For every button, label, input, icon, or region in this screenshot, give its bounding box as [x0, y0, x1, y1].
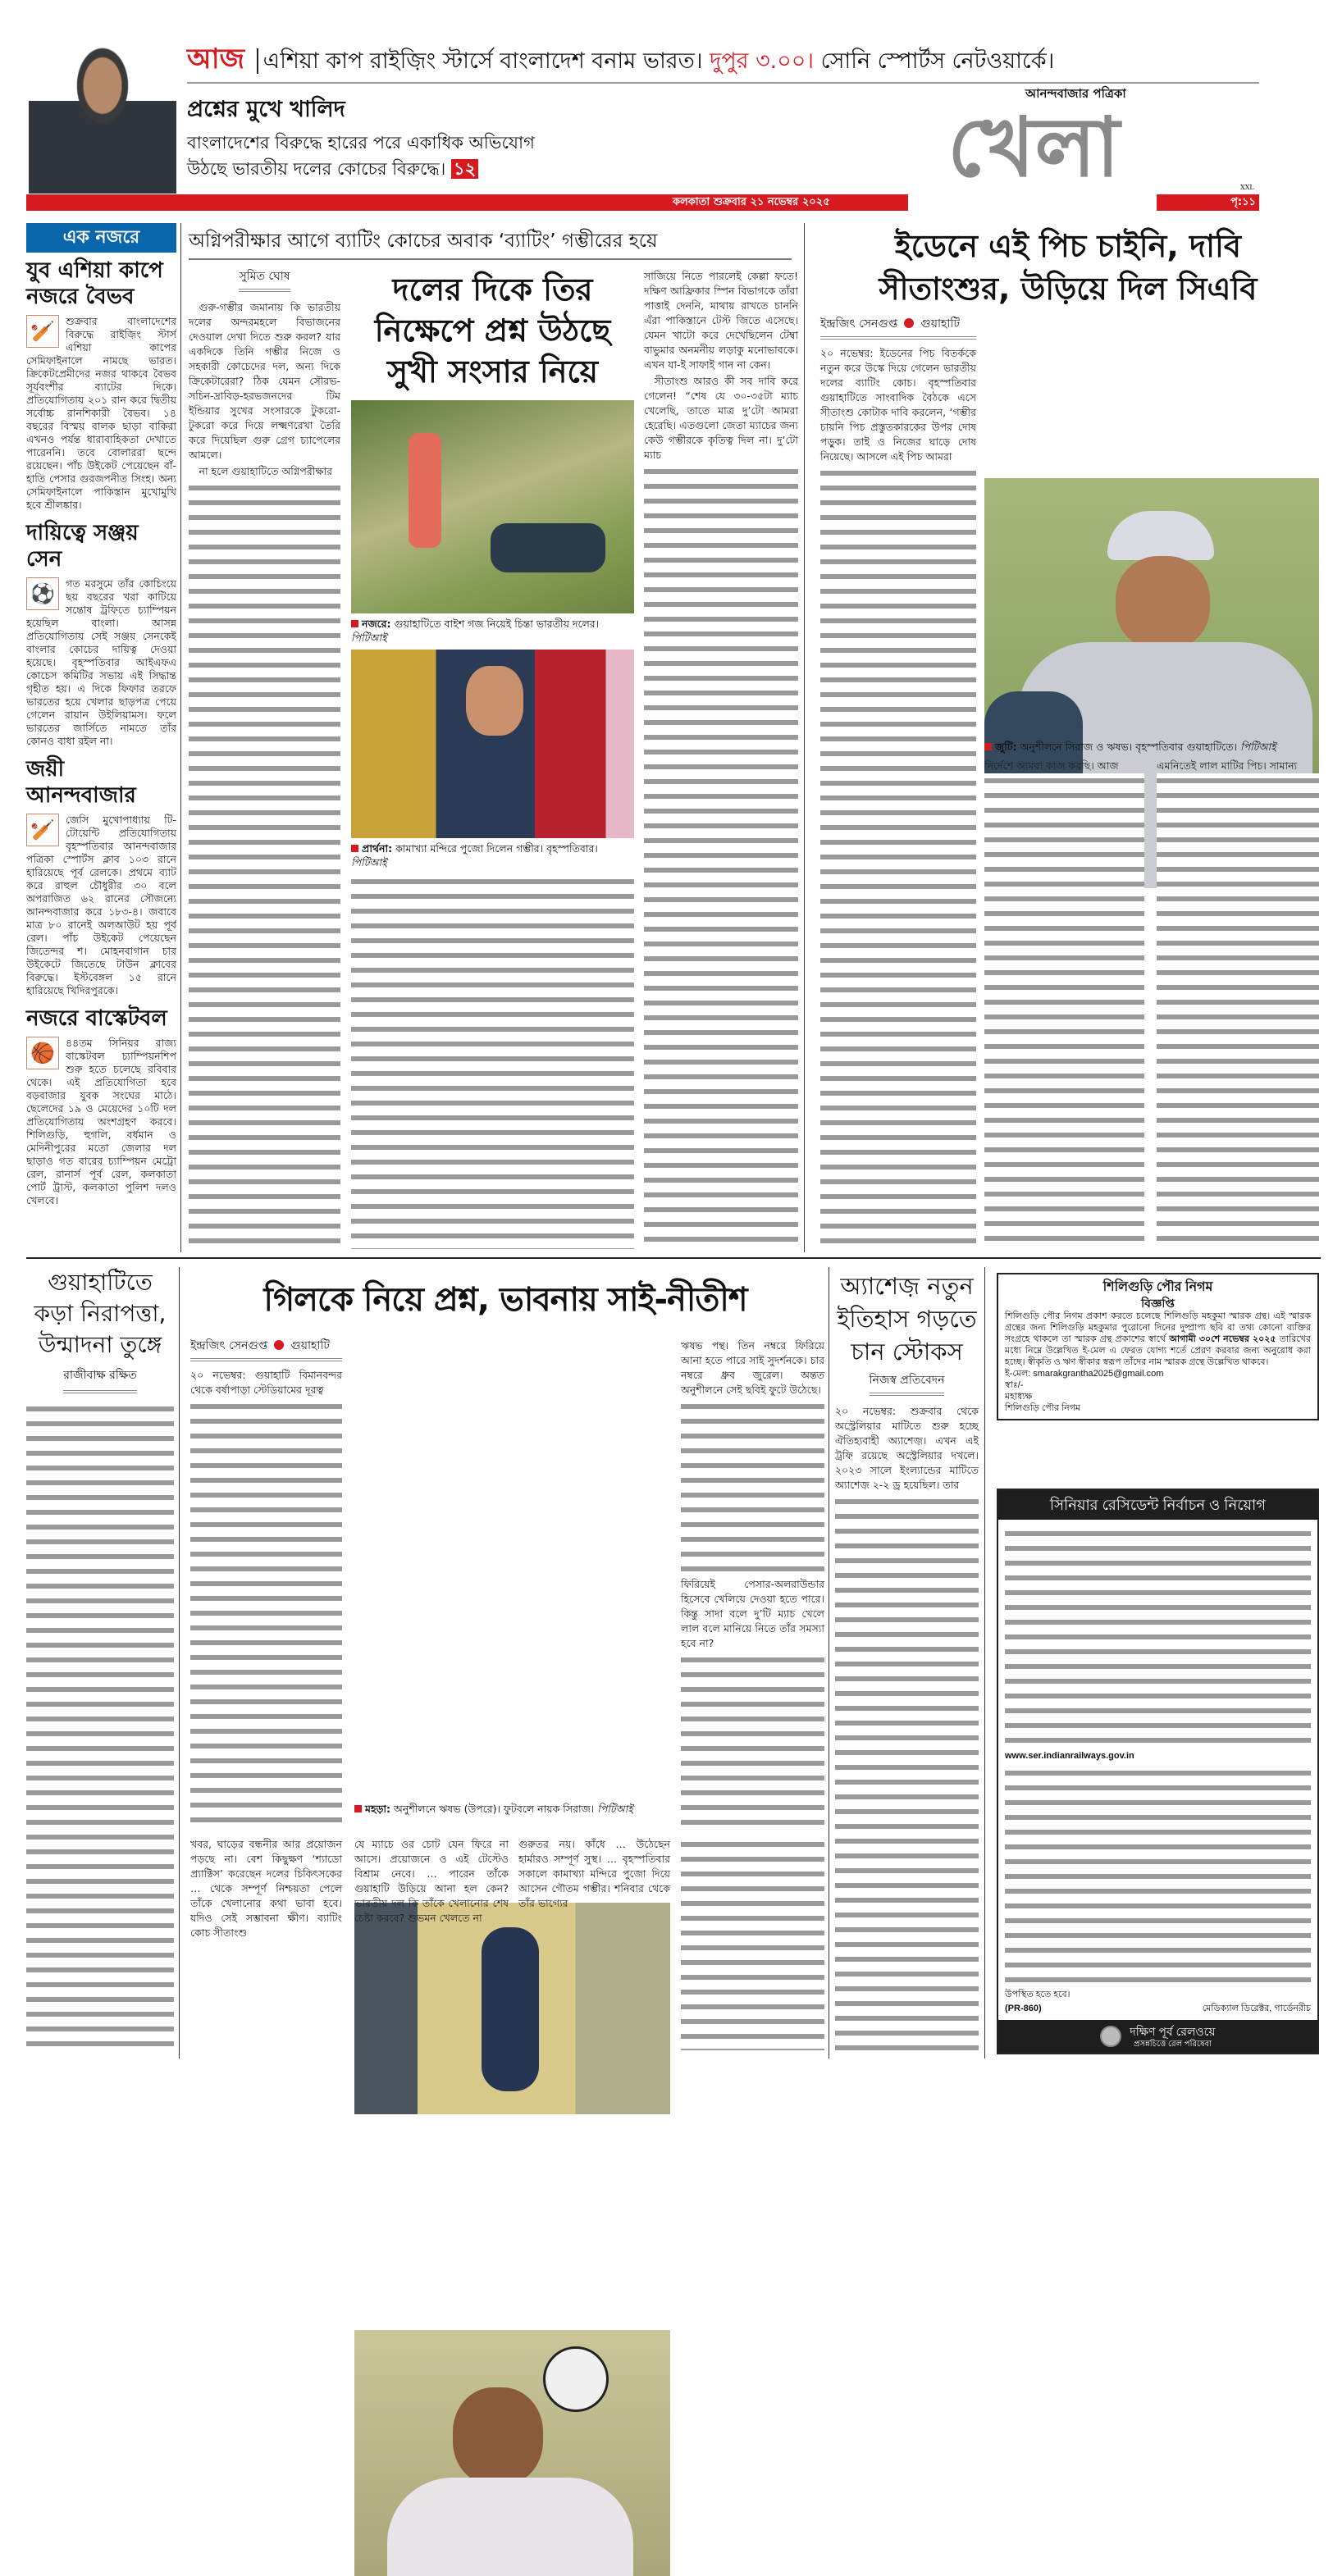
khalid-photo	[29, 39, 176, 194]
ad-email[interactable]: ই-মেল: smarakgrantha2025@gmail.com	[1005, 1369, 1164, 1379]
gill-headline: গিলকে নিয়ে প্রশ্ন, ভাবনায় সাই-নীতীশ	[263, 1281, 747, 1319]
photo-caption-4: মহড়া: অনুশীলনে ঋষভ (উপরে)। ফুটবলে নায়ক সিরাজ। পিটিআই	[354, 1802, 670, 1816]
basketball-icon: 🏀	[26, 1037, 59, 1069]
lead-column-1	[189, 269, 340, 1249]
ad-signatory: মেডিক্যাল ডিরেক্টর, গার্ডেনরীচ	[1202, 2004, 1311, 2013]
gill-byline: ইন্দ্রজিৎ সেনগুপ্ত গুয়াহাটি	[190, 1338, 342, 1361]
sidebar-item-title: যুব এশিয়া কাপে নজরে বৈভব	[26, 258, 163, 309]
rishabh-stretching-photo	[354, 1903, 670, 2114]
batsman-icon: 🏏	[26, 814, 59, 846]
ashes-headline: অ্যাশেজ় নতুন ইতিহাস গড়তে চান স্টোকস	[837, 1272, 977, 1366]
lead-headline-line: দলের দিকে তির	[392, 271, 593, 308]
page-number: পৃ:১১	[1230, 196, 1256, 208]
photo-caption-2: প্রার্থনা: কামাখ্যা মন্দিরে পুজো দিলেন গম্ভীর। বৃহস্পতিবার। পিটিআই	[351, 842, 598, 869]
lead-headline-line: নিক্ষেপে প্রশ্ন উঠছে	[374, 312, 611, 349]
dateline: কলকাতা শুক্রবার ২১ নভেম্বর ২০২৫	[673, 196, 830, 208]
teaser-page-badge[interactable]: ১২	[451, 159, 478, 179]
lead-paragraph: গুরু-গম্ভীর জমানায় কি ভারতীয় দলের অন্দরমহলে বিভাজনের দেওয়াল দেখা দিতে শুরু করল? যার একদিকে তিনি গম্ভীর নিজে ও সহকারী কোচেদের দল, অন্য দিকে ক্রিকেটারেরা? ঠিক যেমন সৌরভ-সচিন-দ্রাবিড়-হরভজনদের টিম ইন্ডিয়ার সুখের সংসারকে টুকরো-টুকরো করে দিয়ে লক্ষ্মণরেখা তৈরি করে দিয়েছিল গুরু গ্রেগ চ্যাপেলের আমলে।	[189, 301, 340, 461]
ad-url[interactable]: www.ser.indianrailways.gov.in	[1005, 1750, 1134, 1761]
publisher-name: আনন্দবাজার পত্রিকা	[1025, 86, 1126, 101]
sidebar-item-text: ৪৪তম সিনিয়র রাজ্য বাস্কেটবল চ্যাম্পিয়নশিপ শুরু হতে চলেছে রবিবার থেকে। এই প্রতিযোগিতা হবে বড়বাজার যুবক সংঘের মাঠে। ছেলেদের ১৯ ও মেয়েদের ১০টি দল প্রতিযোগিতায় অংশগ্রহণ করবে। শিলিগুড়ি, হুগলি, বর্ধমান ও মেদিনীপুরের মতো জেলার দল ছাড়াও গত বারের চ্যাম্পিয়ন মেট্রো রেল, রানার্স পূর্ব রেল, কলকাতা পোর্ট ট্রাস্ট, কলকাতা পুলিশ দলও খেলবে।	[26, 1037, 176, 1206]
sidebar-item-title: নজরে বাস্কেটবল	[26, 1006, 167, 1031]
lead-kicker: অগ্নিপরীক্ষার আগে ব্যাটিং কোচের অবাক ‘ব্যাটিং’ গম্ভীরের হয়ে	[189, 230, 658, 252]
lead-body-below-photos	[351, 874, 634, 1249]
ad-title: শিলিগুড়ি পৌর নিগম	[1102, 1280, 1213, 1294]
ashes-byline: নিজস্ব প্রতিবেদন	[870, 1373, 945, 1396]
sidebar-item-title: দায়িত্বে সঞ্জয় সেন	[26, 521, 139, 572]
railway-emblem-icon	[1100, 2026, 1121, 2047]
gill-bottom-col-2: যে ম্যাচে ওর চোট যেন ফিরে না আসে। প্রয়োজনে ও এই টেস্টেও বিশ্রাম নেবে। … পারেন তাঁকে গুয়াহাটি উড়িয়ে আনা হল কেন? ভারতীয় দল কি তাঁকে খেলানোর শেষ চেষ্টা করবে? শুভমন খেলতে না	[354, 1838, 509, 1924]
ashes-story	[835, 1270, 979, 2057]
sidebar-item	[26, 756, 176, 997]
page-number-box	[1157, 194, 1259, 211]
today-time: দুপুর ৩.০০।	[710, 48, 815, 74]
security-body	[26, 1402, 174, 2056]
security-headline: গুয়াহাটিতে কড়া নিরাপত্তা, উন্মাদনা তুঙ্গে	[34, 1269, 167, 1358]
section-logo: খেলা	[947, 99, 1120, 195]
teaser-title: প্রশ্নের মুখে খালিদ	[187, 97, 345, 122]
teaser-line-1: বাংলাদেশের বিরুদ্ধে হারের পরে একাধিক অভিযোগ	[187, 133, 535, 153]
sidebar-item-text: গত মরসুমে তাঁর কোচিংয়ে ছয় বছরের খরা কাটিয়ে সন্তোষ ট্রফিতে চ্যাম্পিয়ন হয়েছিল বাংলা। আসন্ন প্রতিযোগিতায় সেই সঞ্জয় সেনকেই বাংলার কোচের দায়িত্ব দেওয়া হয়েছে। বৃহস্পতিবার আইএফএ কোচেস কমিটির সভায় এই সিদ্ধান্ত গৃহীত হয়। এ দিকে ফিফার তরফে ভারতের হয়ে খেলার ছাড়পত্র পেয়ে গেলেন রায়ান উইলিয়ামস। ফলে ভারতের জার্সিতে নামতে তাঁর কোনও বাধা রইল না।	[26, 577, 176, 747]
gambhir-temple-photo	[351, 650, 634, 838]
railway-footer: দক্ষিণ পূর্ব রেলওয়ে প্রসন্নচিত্তে রেল পরিষেবা	[998, 2020, 1317, 2053]
pitch-headline: ইডেনে এই পিচ চাইনি, দাবি সীতাংশুর, উড়িয়ে দিল সিএবি	[879, 228, 1258, 307]
lead-headline	[351, 269, 634, 392]
ad-reference: (PR-860)	[1005, 2004, 1042, 2013]
gill-bottom-col-1: খবর, ঘাড়ের বন্ধনীর আর প্রয়োজন পড়ছে না। বেশ কিছুক্ষণ ‘শ্যাডো প্র্যাক্টিস’ করেছেন দলের চিকিৎসকের … থেকে সম্পূর্ণ নিশ্চয়তা পেলে তাঁকে খেলানোর কথা ভাবা হবে। যদিও সেই সম্ভাবনা ক্ষীণ। ব্যাটিং কোচ সীতাংশু	[190, 1838, 342, 1939]
lead-paragraph: সাজিয়ে নিতে পারলেই কেল্লা ফতে! দক্ষিণ আফ্রিকার স্পিন বিভাগকে তাঁরা পাত্তাই দেননি, মাথায় রাখতে চাননি এঁরা পাকিস্তানে টেস্ট জিতে এসেছে। যেমন খাটো করে দেখেছিলেন টেম্বা বাভুমার অনমনীয় লড়াকু মনোভাবকে। এখন যা-ই সাফাই গান না কেন।	[644, 270, 798, 371]
today-strip	[187, 41, 1054, 80]
lead-paragraph: সীতাংশু আরও কী সব দাবি করে গেলেন! “শেষ যে ৩০-৩৫টা ম্যাচ খেলেছি, তাতে মাত্র দু’টো আমরা হেরেছি। এতগুলো জেতা ম্যাচের জন্য কেউ গম্ভীরকে কৃতিত্ব দিল না। দু’টো ম্যাচ	[644, 375, 798, 461]
sidebar-item-text: শুক্রবার বাংলাদেশের বিরুদ্ধে রাইজ়িং স্টার্স এশিয়া কাপের সেমিফাইনালে নামছে ভারত। ক্রিকেটপ্রেমীদের নজর থাকবে বৈভব সূর্যবংশীর ব্যাটের দিকে। প্রতিযোগিতায় ২০১ রান করে দ্বিতীয় সর্বোচ্চ রানশিকারী বৈভব। ১৪ বছরের বিস্ময় বালক ছাড়া বাকিরা এখনও পর্যন্ত ধারাবাহিকতা দেখাতে পারেননি। তবে বোলাররা ছন্দে রয়েছেন। পাঁচ উইকেট পেয়েছেন বাঁ-হাতি পেসার গুরজপনীত সিংহ। অন্য সেমিফাইনালে পাকিস্তান মুখোমুখি হবে শ্রীলঙ্কার।	[26, 315, 176, 511]
sidebar-ek-nojore	[26, 223, 176, 1207]
ashes-body: ২০ নভেম্বর: শুক্রবার থেকে অস্ট্রেলিয়ার মাটিতে শুরু হচ্ছে ঐতিহ্যবাহী অ্যাশেজ়। এখন এই ট্রফি রয়েছে অস্ট্রেলিয়ার দখলে। ২০২৩ সালে ইংল্যান্ডের মাটিতে অ্যাশেজ় ২-২ ড্র হয়েছিল। তার	[835, 1405, 979, 1491]
railway-recruitment-ad: সিনিয়ার রেসিডেন্ট নির্বাচন ও নিয়োগ www.ser.indianrailways.gov.in উপস্থিত হতে হবে। (PR-860) মেডিক্যাল ডিরেক্টর, গার্ডেনরীচ দক্ষিণ পূর্ব রেলওয়ে প্রসন্নচিত্তে রেল পরিষেবা	[997, 1489, 1319, 2054]
lead-center-column	[351, 269, 634, 1249]
batsman-icon: 🏏	[26, 315, 59, 348]
ad-title: সিনিয়ার রেসিডেন্ট নির্বাচন ও নিয়োগ	[998, 1490, 1317, 1520]
bullet-dot-icon	[274, 1340, 284, 1350]
pitch-column-1: ইন্দ্রজিৎ সেনগুপ্ত গুয়াহাটি ২০ নভেম্বর: ইডেনের পিচ বিতর্ককে নতুন করে উস্কে দিয়ে গেলেন ভারতীয় দলের ব্যাটিং কোচ। বৃহস্পতিবার গুয়াহাটিতে সাংবাদিক বৈঠকে এসে সীতাংশু কোটাক দাবি করলেন, ‘গম্ভীর চায়নি পিচ প্রস্তুতকারকের উপর দোষ পড়ুক। তাই ও নিজের ঘাড়ে দোষ নিয়েছে। আসলে এই পিচ আমরা	[820, 317, 976, 1250]
gill-column-3: ঋষভ পন্থ। তিন নম্বরে ফিরিয়ে আনা হতে পারে সাই সুদর্শনকে। চার নম্বরে ধ্রুব জুরেল। অন্তত অনুশীলনে সেই ছবিই ফুটে উঠেছে। ফিরিয়েই পেসার-অলরাউন্ডার হিসেবে খেলিয়ে দেওয়া হতে পারে। কিন্তু সাদা বলে দু’টি ম্যাচ খেলে লাল বলে মানিয়ে নিতে তাঁর সমস্যা হবে না?	[681, 1338, 824, 1831]
pitch-inspection-photo	[351, 400, 634, 613]
edition-code: XXL	[1240, 184, 1254, 191]
ad-subtitle: বিজ্ঞপ্তি	[1141, 1297, 1175, 1310]
sidebar-item	[26, 520, 176, 748]
today-channel: সোনি স্পোর্টস নেটওয়ার্কে।	[820, 48, 1055, 74]
gill-column-1: ইন্দ্রজিৎ সেনগুপ্ত গুয়াহাটি ২০ নভেম্বর: গুয়াহাটি বিমানবন্দর থেকে বর্ষাপাড়া স্টেডিয়ামের দূরত্ব	[190, 1338, 342, 1831]
sidebar-header: এক নজরে	[26, 223, 176, 253]
sidebar-item	[26, 258, 176, 512]
lead-column-3	[644, 269, 798, 1249]
security-byline: রাজীবাক্ষ রক্ষিত	[63, 1366, 137, 1393]
photo-caption-3: জুটি: অনুশীলনে সিরাজ ও ঋষভ। বৃহস্পতিবার গুয়াহাটিতে। পিটিআই	[984, 740, 1319, 754]
sidebar-item-text: জেসি মুখোপাধ্যায় টি-টোয়েন্টি প্রতিযোগিতায় বৃহস্পতিবার আনন্দবাজার পত্রিকা স্পোর্টস ক্লাব ১০৩ রানে হারিয়েছে পূর্ব রেলকে। প্রথমে ব্যাট করে রাহুল চৌধুরীর ৩০ বলে অপরাজিত ৬২ রানের সৌজন্যে আনন্দবাজার করে ১৮৩-৪। জবাবে মাত্র ৮০ রানেই অলআউট হয় পূর্ব রেল। পাঁচ উইকেট পেয়েছেন জিতেন্দর শ। মোহনবাগান চার উইকেটে জিতেছে টাউন ক্লাবের বিরুদ্ধে। ইস্টবেঙ্গল ১৫ রানে হারিয়েছে খিদিরপুরকে।	[26, 814, 176, 996]
lead-paragraph: না হলে গুয়াহাটিতে অগ্নিপরীক্ষার	[199, 465, 332, 477]
siliguri-notice-ad: শিলিগুড়ি পৌর নিগম বিজ্ঞপ্তি শিলিগুড়ি পৌর নিগম প্রকাশ করতে চলেছে শিলিগুড়ি মহকুমা স্মারক গ্রন্থ। এই স্মারক গ্রন্থের জন্য শিলিগুড়ি মহকুমার পুরোনো দিনের দুষ্প্রাপ্য ছবি বা তথ্য কোনো ব্যক্তির সংগ্রহে থাকলে তা স্মারক গ্রন্থ প্রকাশের স্বার্থে আগামী ৩০শে নভেম্বর ২০২৫ তারিখের মধ্যে নিম্নে উল্লেখিত ই-মেল এ ফেরত যোগ্য শর্তে প্রেরণ করবার জন্য অনুরোধ করা হচ্ছে। স্বীকৃতি ও ঋণ স্বীকার স্বরূপ তাঁদের নাম স্মারক গ্রন্থে উল্লেখিত থাকবে। ই-মেল: smarakgrantha2025@gmail.com স্বাঃ/- মহাধ্যক্ষ শিলিগুড়ি পৌর নিগম	[997, 1273, 1319, 1420]
lead-headline-line: সুখী সংসার নিয়ে	[386, 353, 599, 390]
footballer-icon: ⚽	[26, 577, 59, 610]
today-text: এশিয়া কাপ রাইজ়িং স্টার্সে বাংলাদেশ বনাম ভারত।	[262, 48, 703, 74]
sidebar-item	[26, 1005, 176, 1207]
lead-byline: সুমিত ঘোষ	[239, 269, 290, 292]
siraj-football-photo	[354, 2330, 670, 2576]
gill-bottom-col-3: গুরুতর নয়। কাঁধে … উঠেছেন হার্মারও সম্পূর্ণ সুস্থ। … বৃহস্পতিবার সকালে কামাখ্যা মন্দিরে পুজো দিয়ে আসেন গৌতম গম্ভীর। শনিবার থেকে তাঁর ভাগ্যের	[518, 1838, 670, 1909]
security-story	[26, 1267, 174, 2056]
pitch-byline: ইন্দ্রজিৎ সেনগুপ্ত গুয়াহাটি	[820, 317, 976, 340]
bullet-dot-icon	[904, 318, 914, 328]
today-label: আজ	[187, 43, 245, 75]
teaser-line-2: উঠছে ভারতীয় দলের কোচের বিরুদ্ধে।	[187, 159, 446, 179]
photo-caption-1: নজরে: গুয়াহাটিতে বাইশ গজ নিয়েই চিন্তা ভারতীয় দলের। পিটিআই	[351, 618, 600, 644]
sidebar-item-title: জয়ী আনন্দবাজার	[26, 757, 136, 808]
